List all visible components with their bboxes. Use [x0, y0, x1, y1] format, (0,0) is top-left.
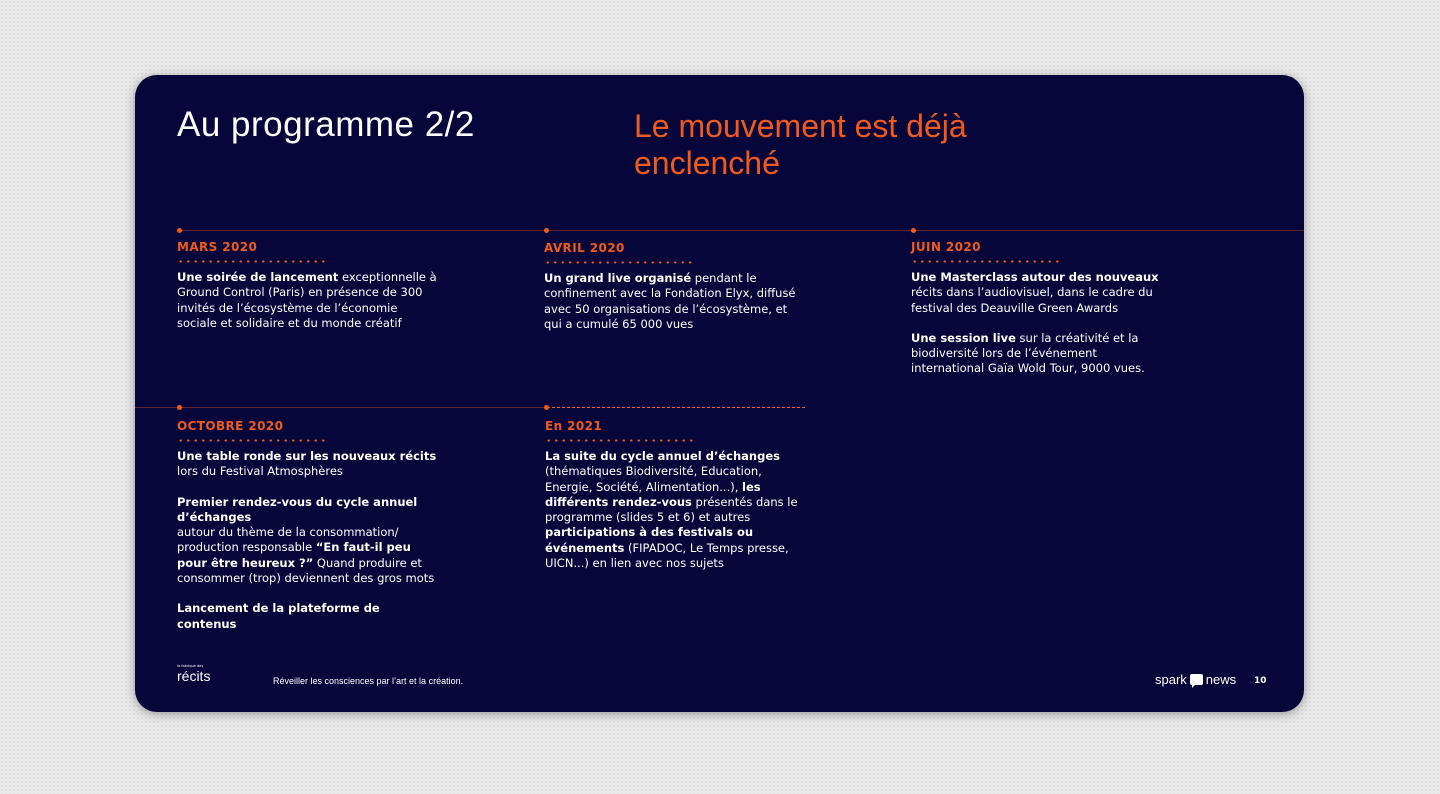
event-paragraph [545, 449, 807, 571]
sparknews-logo [1155, 672, 1236, 687]
event-highlight: les différents rendez-vous [545, 479, 761, 509]
event-highlight: “En faut-il peu pour être heureux ?” [177, 540, 411, 570]
speech-bubble-icon [1190, 674, 1203, 685]
event-highlight: Une session live [911, 330, 1016, 345]
logo-main-text: récits [177, 667, 211, 684]
event-date: OCTOBRE 2020 [177, 419, 284, 433]
timeline-dot-juin [911, 228, 916, 233]
event-text: sur la créativité et la biodiversité lors de l’événement international Gaïa Wold Tour, 9000 vues. [911, 330, 1145, 376]
dotted-separator [911, 260, 1061, 263]
event-paragraph [177, 449, 439, 480]
event-text: exceptionnelle à Ground Control (Paris) en présence de 300 invités de l’écosystème de l’économie sociale et solidaire et du monde créatif [177, 270, 437, 330]
event-paragraph [177, 601, 439, 632]
event-text: (thématiques Biodiversité, Education, Energie, Société, Alimentation...), [545, 464, 762, 494]
event-paragraph [911, 331, 1173, 377]
footer-tagline: Réveiller les consciences par l’art et la création. [273, 676, 464, 686]
event-highlight: Premier rendez-vous du cycle annuel d’échanges [177, 494, 418, 524]
dotted-separator [177, 439, 327, 442]
timeline-dashed-line [547, 407, 805, 408]
event-date: MARS 2020 [177, 240, 258, 254]
event-block [544, 241, 806, 332]
event-paragraph [177, 495, 439, 587]
event-text: (FIPADOC, Le Temps presse, UICN...) en lien avec nos sujets [545, 540, 789, 571]
dotted-separator [545, 439, 695, 442]
timeline-dot-2021 [544, 405, 549, 410]
fabrique-recits-logo [177, 665, 227, 689]
event-block [177, 240, 439, 331]
dotted-separator [177, 260, 327, 263]
event-text: pendant le confinement avec la Fondation Elyx, diffusé avec 50 organisations de l’écosystème, et qui a cumulé 65 000 vues [544, 271, 796, 331]
timeline-line-top [177, 230, 1304, 231]
event-block [177, 419, 439, 632]
event-highlight: Une soirée de lancement [177, 270, 339, 284]
slide [135, 75, 1304, 712]
event-paragraph [544, 271, 806, 332]
event-date: JUIN 2020 [911, 240, 981, 254]
timeline-dot-mars [177, 228, 182, 233]
event-description [545, 449, 807, 571]
event-highlight: Une table ronde sur les nouveaux récits [177, 449, 437, 463]
logo-small-text: la fabrique des [177, 664, 204, 668]
slide-subtitle: Le mouvement est déjà enclenché [634, 108, 967, 181]
event-highlight: Une Masterclass autour des nouveaux [911, 270, 1159, 284]
event-block [911, 240, 1173, 377]
event-text: Quand produire et consommer (trop) deviennent des gros mots [177, 555, 435, 586]
dotted-separator [544, 261, 694, 264]
event-text: lors du Festival Atmosphères [177, 464, 343, 479]
page-title: Au programme 2/2 [177, 105, 475, 144]
page-number: 10 [1254, 676, 1267, 686]
event-description [177, 270, 439, 331]
event-highlight: Un grand live organisé [544, 271, 692, 285]
event-description [911, 270, 1173, 377]
event-highlight: participations à des festivals ou événements [545, 525, 754, 555]
event-date: AVRIL 2020 [544, 241, 625, 255]
event-highlight: Lancement de la plateforme de contenus [177, 601, 380, 631]
news-text: news [1205, 672, 1237, 687]
event-description [544, 271, 806, 332]
timeline-line-bottom [135, 407, 547, 408]
timeline-dot-octobre [177, 405, 182, 410]
event-text: récits dans l’audiovisuel, dans le cadre du festival des Deauville Green Awards [911, 285, 1153, 315]
event-description [177, 449, 439, 632]
event-paragraph [177, 270, 439, 331]
event-text: autour du thème de la consommation/ production responsable [177, 525, 399, 555]
event-highlight: La suite du cycle annuel d’échanges [545, 449, 780, 463]
event-date: En 2021 [545, 419, 603, 433]
event-text: présentés dans le programme (slides 5 et 6) et autres [545, 494, 798, 525]
event-paragraph [911, 270, 1173, 316]
spark-text: spark [1155, 672, 1187, 687]
timeline-dot-avril [544, 228, 549, 233]
event-block [545, 419, 807, 571]
